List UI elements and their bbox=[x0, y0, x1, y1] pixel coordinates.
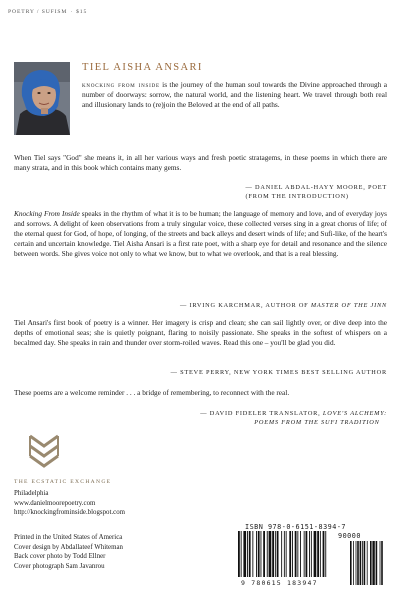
barcode-digits: 9 780615 183947 bbox=[241, 579, 318, 587]
attribution-book-subtitle: POEMS FROM THE SUFI TRADITION bbox=[254, 419, 380, 426]
attribution-line: — DANIEL ABDAL-HAYY MOORE, POET bbox=[245, 184, 387, 191]
blurb-karchmar bbox=[14, 209, 387, 259]
price-code-text: 90000 bbox=[338, 532, 361, 540]
author-photo bbox=[14, 62, 70, 135]
attribution-prefix: — DAVID FIDELER TRANSLATOR, bbox=[200, 410, 323, 417]
blurb-moore-attribution bbox=[246, 183, 387, 201]
attribution-prefix: — IRVING KARCHMAR, AUTHOR OF bbox=[180, 302, 311, 309]
intro-text: is the journey of the human soul towards the Divine approached through a number of doorways: sorrow, the natural world, and the listening heart. We travel through both real and illusionary lands to (re)join the Beloved at the end of all paths. bbox=[82, 80, 387, 110]
category-label: POETRY / SUFISM · $15 bbox=[8, 9, 88, 15]
blurb-book-title: Knocking From Inside bbox=[14, 209, 80, 218]
blurb-perry-attribution: — STEVE PERRY, NEW YORK TIMES BEST SELLING AUTHOR bbox=[170, 369, 387, 376]
publisher-url-2: http://knockingfrominside.blogspot.com bbox=[14, 509, 126, 517]
publisher-city: Philadelphia bbox=[14, 490, 49, 497]
blurb-moore: When Tiel says "God" she means it, in all her various ways and fresh poetic stratagems, in these poems in which there are many strata, and in this book which contains many gems. bbox=[14, 153, 387, 172]
publisher-name: THE ECSTATIC EXCHANGE bbox=[14, 479, 112, 485]
category-text: POETRY / SUFISM bbox=[8, 9, 68, 15]
isbn-text: ISBN 978-0-6151-8394-7 bbox=[245, 523, 347, 531]
publisher-info bbox=[14, 489, 125, 518]
ecstatic-exchange-logo-icon bbox=[26, 432, 62, 472]
publisher-url-1: www.danielmoorepoetry.com bbox=[14, 499, 96, 507]
credit-line: Cover photograph Sam Javanrou bbox=[14, 562, 105, 570]
credit-line: Back cover photo by Todd Ellner bbox=[14, 553, 106, 561]
blurb-perry: Tiel Ansari's first book of poetry is a winner. Her imagery is crisp and clean; she can sail lightly over, or dive deep into the depths of emotional seas; she is quietly poignant, flaring to noisily passionate. She speaks in the softest of whispers on a becalmed day. She speaks in rain and thunder over storm-roiled waves. Read this one – you'll be glad you did. bbox=[14, 318, 387, 347]
attribution-line: (FROM THE INTRODUCTION) bbox=[245, 193, 349, 200]
attribution-book-title: LOVE'S ALCHEMY: bbox=[322, 410, 387, 417]
blurb-text: speaks in the rhythm of what it is to be human; the language of memory and love, and of everyday joys and sorrows. A delight of keen observations from a truly singular voice, these collected verses sing in a great chorus of life; of the eternal quest for God, of hope, of longing, of the streets and back alleys and desert winds of life; and Sufi-like, of the heart's certain and uncertain knowledge. Tiel Aisha Ansari is a first rate poet, with a sharp eye for detail and resonance and the silence between words. She gives voice not only to what we know, but to what we overlook, and that is a real blessing. bbox=[14, 209, 387, 258]
credit-line: Printed in the United States of America bbox=[14, 534, 123, 541]
blurb-fideler: These poems are a welcome reminder . . . a bridge of remembering, to reconnect with the real. bbox=[14, 388, 290, 397]
price-text: $15 bbox=[76, 9, 88, 15]
author-portrait-image bbox=[14, 62, 70, 135]
author-name: TIEL AISHA ANSARI bbox=[82, 62, 203, 73]
credits bbox=[14, 533, 123, 571]
attribution-book-title: MASTER OF THE JINN bbox=[310, 302, 387, 309]
intro-paragraph bbox=[82, 80, 387, 110]
blurb-karchmar-attribution bbox=[180, 301, 387, 310]
credit-line: Cover design by Abdallateef Whiteman bbox=[14, 543, 123, 551]
blurb-fideler-attribution bbox=[200, 409, 387, 427]
intro-book-title: knocking from inside bbox=[82, 80, 160, 89]
